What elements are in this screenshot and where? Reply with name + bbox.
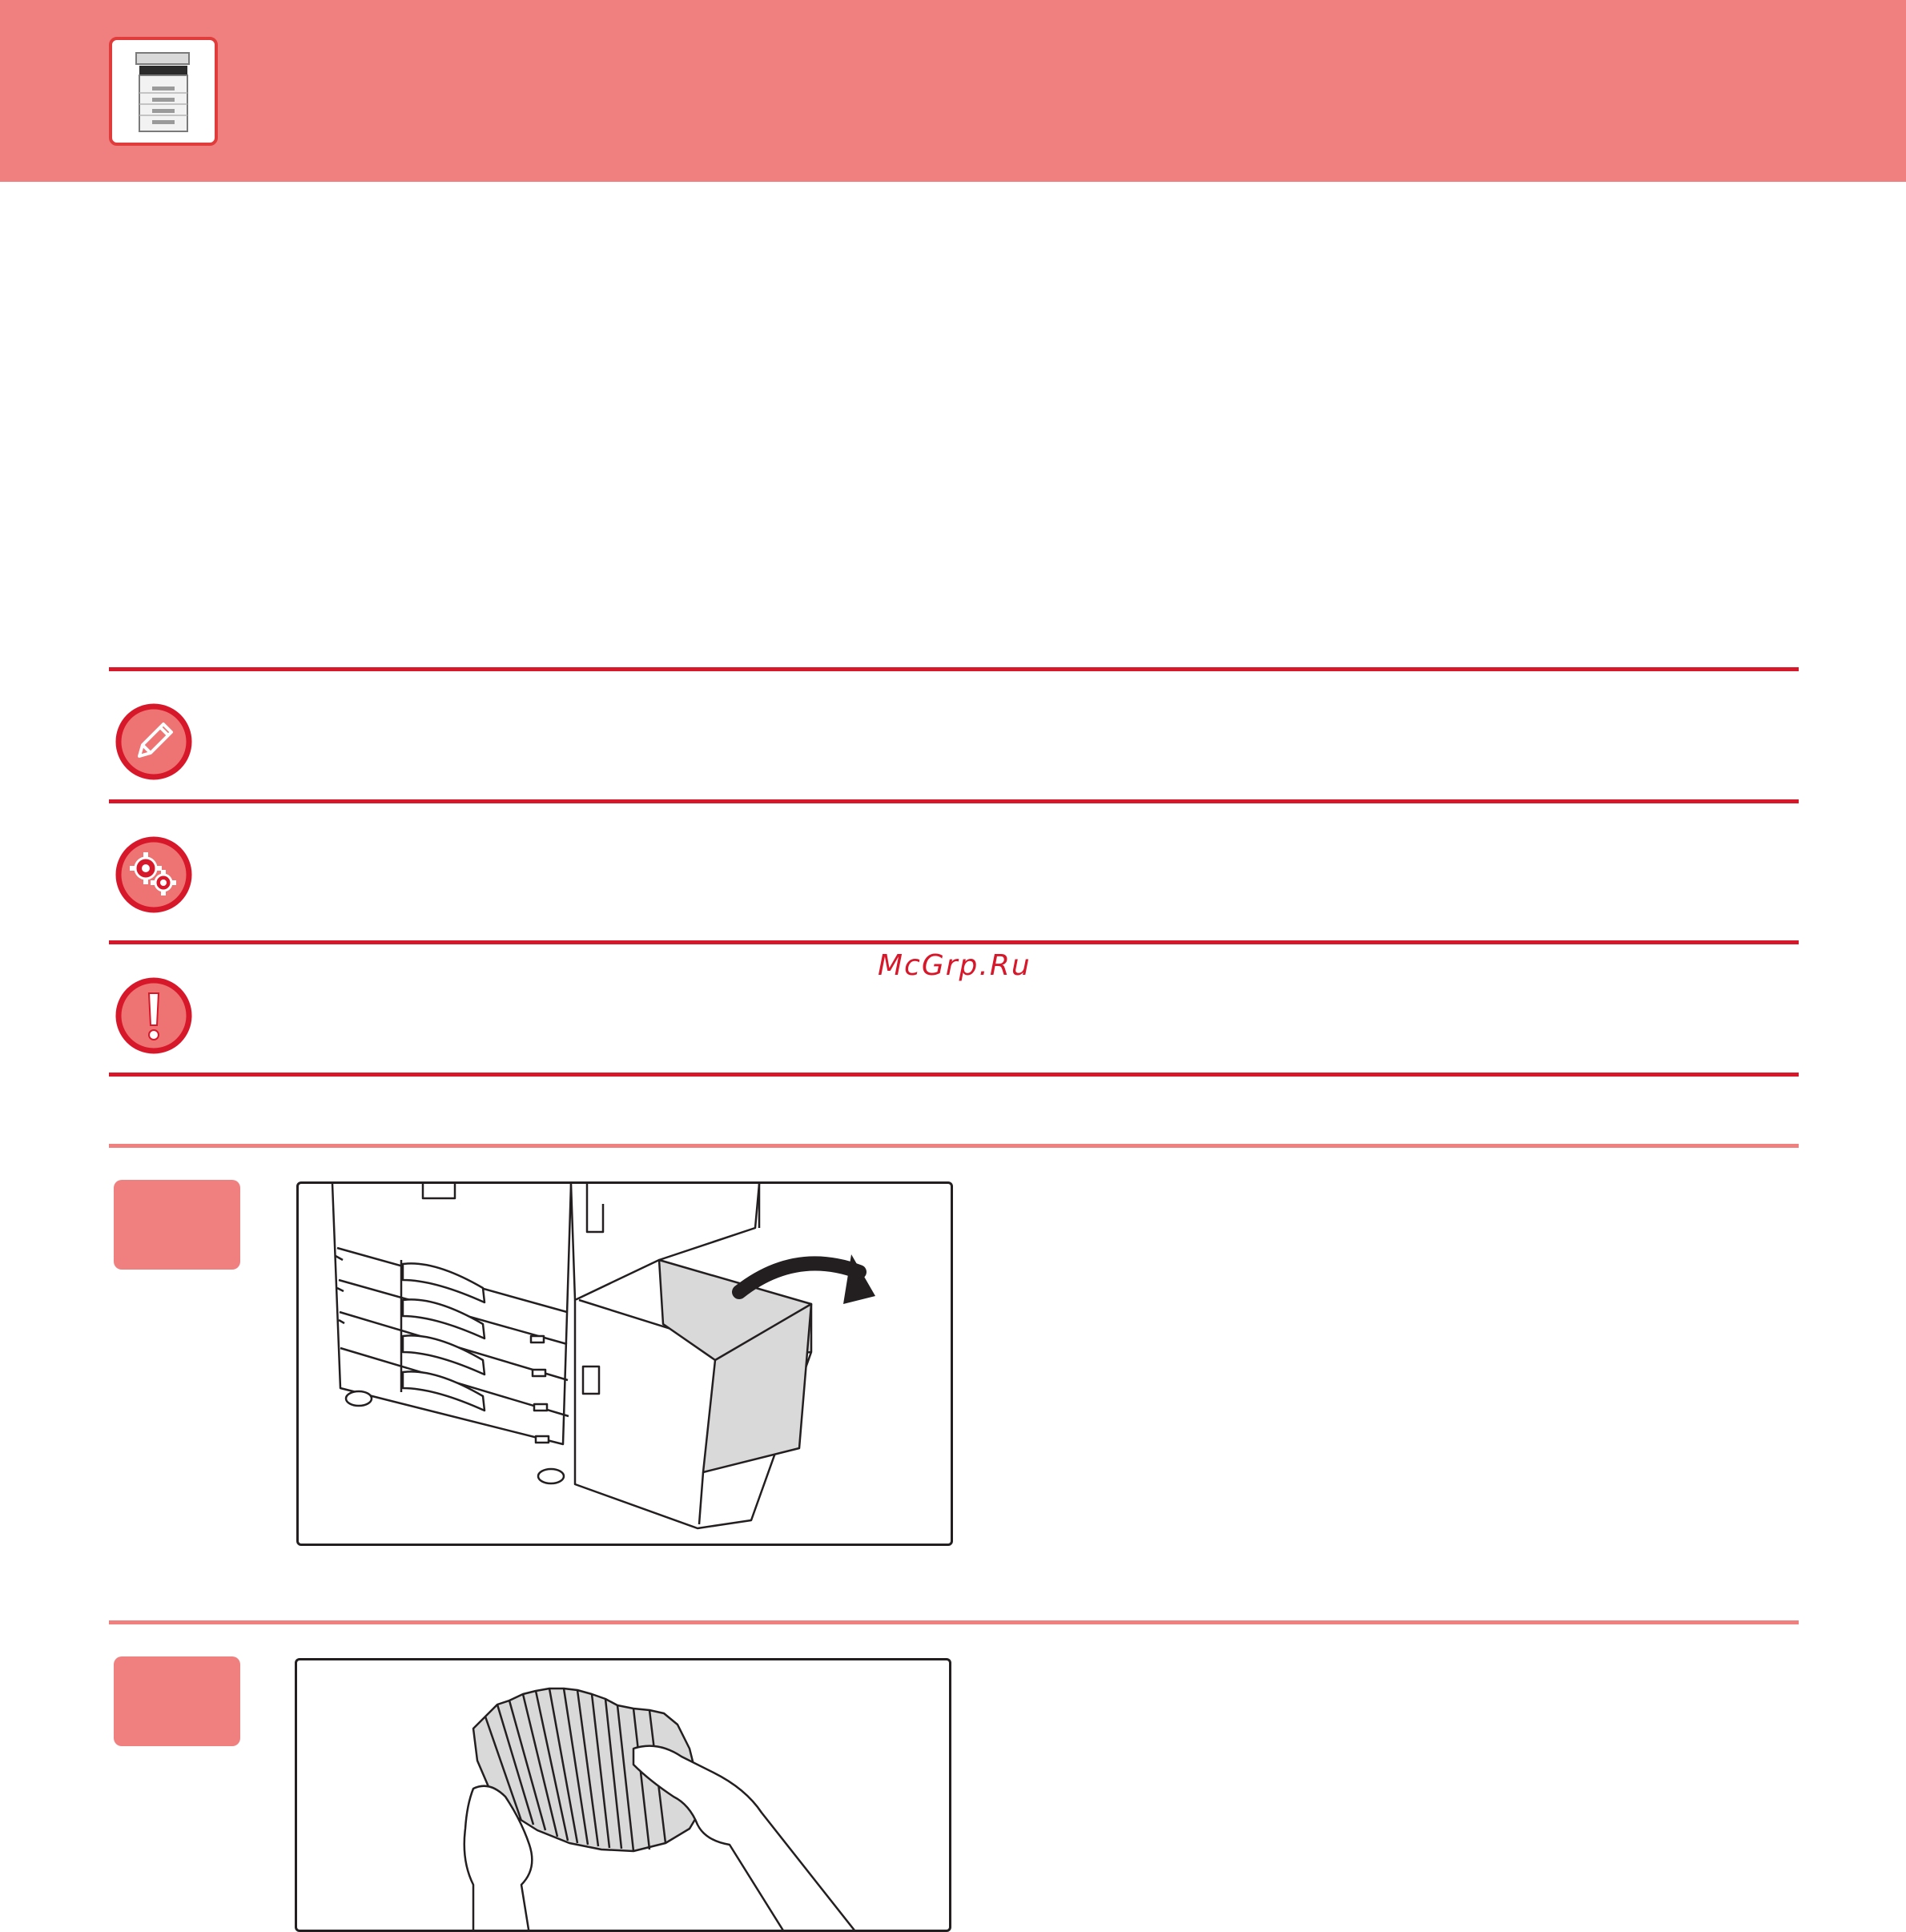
settings-gears-icon: [115, 836, 192, 913]
warning-exclamation-icon: [115, 977, 192, 1054]
section-divider: [109, 940, 1799, 944]
step-divider: [109, 1620, 1799, 1624]
watermark: McGrp.Ru: [878, 949, 1031, 982]
device-badge: [109, 37, 218, 146]
section-divider: [109, 799, 1799, 803]
note-pencil-icon: [115, 703, 192, 780]
step-number-badge: [114, 1656, 240, 1746]
header-band: [0, 0, 1906, 182]
step-number-badge: [114, 1180, 240, 1270]
section-divider: [109, 667, 1799, 671]
step-divider: [109, 1144, 1799, 1148]
open-paper-tray-illustration: [296, 1181, 953, 1546]
multifunction-printer-icon: [135, 51, 192, 135]
section-divider: [109, 1073, 1799, 1077]
fan-paper-stack-illustration: [295, 1658, 951, 1932]
